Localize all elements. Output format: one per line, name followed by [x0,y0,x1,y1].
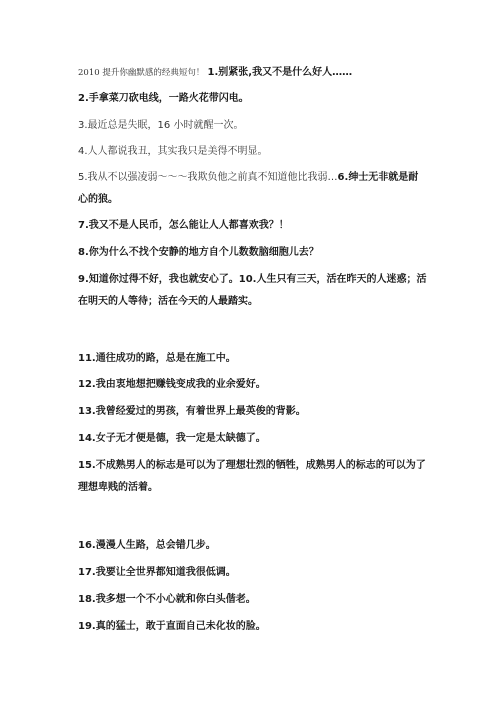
item-number: 14. [78,433,96,444]
item-text: 漫漫人生路，总会错几步。 [95,540,216,551]
intro-text: 2010 提升你幽默感的经典短句！ [78,68,205,78]
item-text: 我从不以强凌弱～～～我欺负他之前真不知道他比我弱… [87,172,338,183]
item-number: 16. [78,540,96,551]
item-text: 女子无才便是德，我一定是太缺德了。 [95,433,266,444]
item-number: 13. [78,406,96,417]
item-text: 我曾经爱过的男孩，有着世界上最英俊的背影。 [95,406,306,417]
item-number: 11. [78,353,96,364]
item-text: 我由衷地想把赚钱变成我的业余爱好。 [95,379,266,390]
paragraph-17 [78,562,428,584]
item-number: 17. [78,567,96,578]
item-number: 15. [78,460,96,471]
paragraph-16 [78,535,428,557]
item-text: 知道你过得不好，我也就安心了。 [88,274,239,285]
item-number: 2. [78,93,89,104]
item-number: 19. [78,621,96,632]
item-number: 6. [337,172,349,183]
paragraph-3 [78,115,428,137]
item-number: 10. [238,274,257,285]
paragraph-4 [78,141,428,163]
item-text: 人人都说我丑，其实我只是美得不明显。 [87,146,268,157]
item-text: 你为什么不找个安静的地方自个儿数数脑细胞儿去？ [88,247,319,258]
item-text: 手拿菜刀砍电线，一路火花带闪电。 [88,93,249,104]
item-text: 真的猛士，敢于直面自己未化妆的脸。 [95,621,266,632]
item-number: 9. [78,274,89,285]
item-text: 我又不是人民币，怎么能让人人都喜欢我？！ [88,220,289,231]
paragraph-14 [78,428,428,450]
item-number: 1. [207,67,219,78]
item-number: 8. [78,247,89,258]
item-number: 12. [78,379,96,390]
paragraph-12 [78,374,428,396]
item-text: 不成熟男人的标志是可以为了理想壮烈的牺牲，成熟男人的标志的可以为了理想卑贱的活着。 [78,460,426,493]
paragraph-8 [78,242,428,264]
item-text: 绅士无非就是耐心的狼。 [78,172,419,205]
item-number: 18. [78,594,96,605]
item-number: 4. [78,146,88,157]
item-number: 5. [78,172,88,183]
paragraph-13 [78,401,428,423]
item-text: 别紧张,我又不是什么好人…… [218,67,353,78]
paragraph-1 [78,62,428,84]
item-text: 通往成功的路，总是在施工中。 [95,353,236,364]
paragraph-15 [78,455,428,499]
item-text: 最近总是失眠，16 小时就醒一次。 [87,120,244,131]
item-text: 我多想一个不小心就和你白头偕老。 [95,594,256,605]
paragraph-19 [78,616,428,638]
item-text: 我要让全世界都知道我很低调。 [95,567,236,578]
item-number: 3. [78,120,88,131]
paragraph-9 [78,269,428,313]
paragraph-2 [78,88,428,110]
item-text: 人生只有三天，活在昨天的人迷惑；活在明天的人等待；活在今天的人最踏实。 [78,274,427,307]
paragraph-18 [78,589,428,611]
item-number: 7. [78,220,89,231]
paragraph-11 [78,348,428,370]
paragraph-7 [78,215,428,237]
paragraph-5 [78,167,428,211]
